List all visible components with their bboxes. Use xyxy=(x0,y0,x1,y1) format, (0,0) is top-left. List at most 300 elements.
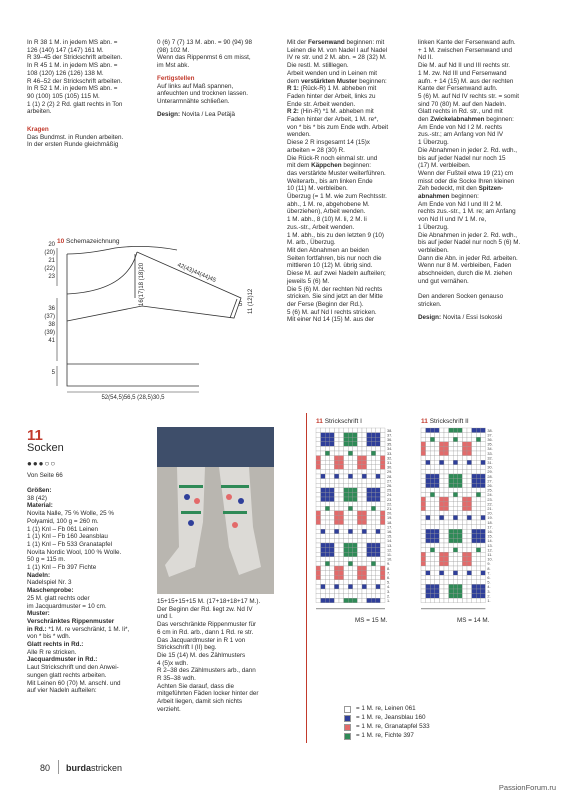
chart-cell xyxy=(321,483,326,488)
chart-cell xyxy=(316,561,321,566)
row-number: 13. xyxy=(487,543,493,548)
chart-cell xyxy=(426,446,431,451)
row-number: 35. xyxy=(387,442,393,447)
chart-cell xyxy=(325,483,330,488)
chart-cell xyxy=(467,589,472,594)
chart-cell xyxy=(435,543,440,548)
chart-cell xyxy=(357,543,362,548)
text-line xyxy=(287,201,412,209)
legend-item xyxy=(356,723,430,730)
chart-cell xyxy=(376,552,381,557)
chart-cell xyxy=(472,598,477,603)
text-span: 1 (1) Knl – Fb 397 Fichte xyxy=(27,564,97,572)
row-number: 1. xyxy=(487,599,491,603)
chart-cell xyxy=(453,598,458,603)
chart-cell xyxy=(435,442,440,447)
chart-cell xyxy=(371,502,376,507)
chart-cell xyxy=(426,557,431,562)
chart-cell xyxy=(334,598,339,603)
chart-cell xyxy=(330,465,335,470)
chart-cell xyxy=(481,492,486,497)
text-line xyxy=(418,239,543,247)
text-span: + 1 M. zwischen Fersenwand und xyxy=(418,46,512,54)
chart-cell xyxy=(325,538,330,543)
chart-cell xyxy=(380,497,385,502)
chart-cell xyxy=(462,561,467,566)
chart-cell xyxy=(444,474,449,479)
chart-cell xyxy=(472,428,477,433)
chart-cell xyxy=(330,442,335,447)
chart-cell xyxy=(344,584,349,589)
chart-cell xyxy=(321,525,326,530)
chart-cell xyxy=(353,446,358,451)
chart-cell xyxy=(472,488,477,493)
chart-cell xyxy=(367,474,372,479)
chart-cell xyxy=(426,525,431,530)
chart-cell xyxy=(334,456,339,461)
chart-cell xyxy=(376,442,381,447)
chart-cell xyxy=(339,571,344,576)
chart-cell xyxy=(348,571,353,576)
chart-cell xyxy=(439,594,444,599)
chart-cell xyxy=(371,497,376,502)
text-line xyxy=(27,533,152,541)
chart-cell xyxy=(421,557,426,562)
chart-cell xyxy=(316,557,321,562)
chart-cell xyxy=(339,511,344,516)
chart-cell xyxy=(344,469,349,474)
chart-cell xyxy=(458,557,463,562)
chart-cell xyxy=(367,488,372,493)
chart-cell xyxy=(458,437,463,442)
chart-cell xyxy=(357,580,362,585)
chart-cell xyxy=(316,433,321,438)
row-number: 15. xyxy=(387,534,393,539)
chart-cell xyxy=(367,566,372,571)
chart-cell xyxy=(330,538,335,543)
chart-cell xyxy=(453,502,458,507)
chart-cell xyxy=(421,451,426,456)
chart-cell xyxy=(348,525,353,530)
chart-cell xyxy=(357,561,362,566)
socks-photo xyxy=(157,427,274,594)
chart-cell xyxy=(458,492,463,497)
chart-cell xyxy=(362,506,367,511)
text-line xyxy=(287,286,412,294)
chart-cell xyxy=(353,465,358,470)
chart-cell xyxy=(348,469,353,474)
chart-cell xyxy=(430,479,435,484)
chart-cell xyxy=(344,548,349,553)
chart-cell xyxy=(380,502,385,507)
chart-cell xyxy=(348,566,353,571)
chart-cell xyxy=(380,543,385,548)
chart-cell xyxy=(472,465,477,470)
chart-cell xyxy=(444,465,449,470)
chart-cell xyxy=(330,511,335,516)
chart-cell xyxy=(316,566,321,571)
chart-cell xyxy=(462,525,467,530)
text-line xyxy=(27,518,152,526)
chart-cell xyxy=(357,502,362,507)
text-line xyxy=(27,649,152,657)
chart-cell xyxy=(353,534,358,539)
chart-cell xyxy=(334,442,339,447)
chart-cell xyxy=(449,571,454,576)
chart-cell xyxy=(458,446,463,451)
chart-cell xyxy=(316,525,321,530)
chart-cell xyxy=(421,571,426,576)
chart-cell xyxy=(467,497,472,502)
chart-cell xyxy=(430,589,435,594)
chart-cell xyxy=(481,589,486,594)
chart-cell xyxy=(426,456,431,461)
chart-cell xyxy=(371,456,376,461)
text-line xyxy=(287,309,412,317)
chart-cell xyxy=(449,594,454,599)
chart-cell xyxy=(435,469,440,474)
chart-cell xyxy=(353,584,358,589)
chart-cell xyxy=(362,520,367,525)
chart-cell xyxy=(430,575,435,580)
chart-cell xyxy=(476,479,481,484)
chart-cell xyxy=(476,575,481,580)
chart-cell xyxy=(371,571,376,576)
chart-cell xyxy=(435,483,440,488)
chart-cell xyxy=(449,488,454,493)
chart-cell xyxy=(348,589,353,594)
chart-cell xyxy=(476,589,481,594)
chart-cell xyxy=(426,469,431,474)
chart-cell xyxy=(321,561,326,566)
text-line: R 39–45 der Strickschrift arbeiten. xyxy=(27,54,123,62)
chart-cell xyxy=(435,492,440,497)
text-line xyxy=(287,293,412,301)
row-number: 20. xyxy=(387,511,393,516)
text-line: im Mst abk. xyxy=(157,62,190,70)
chart-cell xyxy=(453,575,458,580)
chart-cell xyxy=(344,456,349,461)
chart-cell xyxy=(344,580,349,585)
chart-cell xyxy=(371,525,376,530)
row-number: 38. xyxy=(387,428,393,433)
chart-cell xyxy=(353,469,358,474)
chart-cell xyxy=(421,479,426,484)
chart-cell xyxy=(481,479,486,484)
chart-cell xyxy=(421,589,426,594)
chart-cell xyxy=(325,433,330,438)
chart-cell xyxy=(380,451,385,456)
chart-cell xyxy=(348,561,353,566)
chart-cell xyxy=(467,557,472,562)
chart1-label xyxy=(316,418,362,425)
chart-cell xyxy=(458,529,463,534)
chart-cell xyxy=(444,543,449,548)
chart-cell xyxy=(435,561,440,566)
chart-cell xyxy=(376,446,381,451)
measure-label: (37) xyxy=(44,314,55,320)
chart-cell xyxy=(467,580,472,585)
chart-cell xyxy=(330,515,335,520)
chart-cell xyxy=(380,456,385,461)
chart-cell xyxy=(348,497,353,502)
text-span: 1 M. abh., 8 (10) M. li, 2 M. li xyxy=(287,216,367,224)
chart-cell xyxy=(458,428,463,433)
chart-cell xyxy=(380,437,385,442)
text-line xyxy=(287,270,412,278)
chart-cell xyxy=(426,561,431,566)
chart-cell xyxy=(380,479,385,484)
text-line xyxy=(418,54,543,62)
chart-cell xyxy=(449,525,454,530)
text-line xyxy=(418,131,543,139)
chart-cell xyxy=(380,561,385,566)
chart-cell xyxy=(462,488,467,493)
chart-cell xyxy=(348,548,353,553)
chart-cell xyxy=(462,552,467,557)
chart-cell xyxy=(421,428,426,433)
row-number: 11. xyxy=(487,553,493,557)
chart-cell xyxy=(348,538,353,543)
chart-cell xyxy=(316,469,321,474)
chart-cell xyxy=(449,584,454,589)
chart-cell xyxy=(376,502,381,507)
chart-cell xyxy=(444,428,449,433)
measure-label: 41 xyxy=(48,338,55,344)
chart-cell xyxy=(344,561,349,566)
chart-cell xyxy=(430,502,435,507)
chart-cell xyxy=(439,451,444,456)
text-line: In R 38 1 M. in jedem MS abn. = xyxy=(27,39,118,46)
chart-cell xyxy=(458,575,463,580)
chart-cell xyxy=(439,598,444,603)
chart-cell xyxy=(325,534,330,539)
text-span: Glatt rechts in Rd. str., und mit xyxy=(418,108,503,116)
chart-cell xyxy=(458,552,463,557)
chart-cell xyxy=(426,543,431,548)
text-span: von * bis * bis zum Ende wdh. Arbeit xyxy=(287,123,389,131)
chart-cell xyxy=(458,502,463,507)
chart-cell xyxy=(476,538,481,543)
chart-cell xyxy=(330,469,335,474)
text-span: Überzug (= 1 M. wie zum Rechtsstr. xyxy=(287,193,387,201)
bold-span: R 1: xyxy=(287,85,299,93)
chart-cell xyxy=(362,575,367,580)
chart-cell xyxy=(430,598,435,603)
chart-cell xyxy=(380,548,385,553)
chart-cell xyxy=(376,474,381,479)
text-span: beginnen: mit xyxy=(344,39,385,46)
text-line xyxy=(27,610,152,618)
row-number: 28. xyxy=(387,474,393,479)
chart-cell xyxy=(426,497,431,502)
chart-cell xyxy=(467,571,472,576)
bold-span: Zwickelabnahmen xyxy=(430,116,485,124)
chart-num: 11 xyxy=(421,418,428,425)
chart-cell xyxy=(330,497,335,502)
chart-cell xyxy=(435,589,440,594)
chart-cell xyxy=(444,534,449,539)
chart-cell xyxy=(348,543,353,548)
chart-cell xyxy=(467,534,472,539)
text-line xyxy=(418,224,543,232)
chart-cell xyxy=(367,561,372,566)
chart-cell xyxy=(476,442,481,447)
chart-cell xyxy=(353,575,358,580)
chart-cell xyxy=(462,433,467,438)
chart-cell xyxy=(353,598,358,603)
chart-cell xyxy=(371,589,376,594)
chart-cell xyxy=(362,442,367,447)
chart-cell xyxy=(325,469,330,474)
chart-cell xyxy=(435,451,440,456)
text-line xyxy=(418,262,543,270)
chart-cell xyxy=(362,543,367,548)
text-span: Mit den Abnahmen an beiden xyxy=(287,246,369,254)
chart-cell xyxy=(430,428,435,433)
row-number: 7. xyxy=(387,571,391,576)
chart-cell xyxy=(316,594,321,599)
chart-cell xyxy=(325,465,330,470)
chart-cell xyxy=(348,594,353,599)
chart-cell xyxy=(435,552,440,557)
text-line: Strickschrift I (II) beg. xyxy=(157,644,217,652)
chart-cell xyxy=(462,469,467,474)
chart-cell xyxy=(344,465,349,470)
chart-cell xyxy=(449,451,454,456)
chart-cell xyxy=(476,571,481,576)
chart-cell xyxy=(353,543,358,548)
chart-cell xyxy=(439,580,444,585)
text-span: Nadelspiel Nr. 3 xyxy=(27,579,72,587)
chart-cell xyxy=(481,548,486,553)
chart-cell xyxy=(439,456,444,461)
chart-cell xyxy=(435,479,440,484)
chart-cell xyxy=(325,511,330,516)
chart-cell xyxy=(462,442,467,447)
chart-cell xyxy=(421,460,426,465)
chart-cell xyxy=(321,520,326,525)
chart-cell xyxy=(325,580,330,585)
chart-cell xyxy=(435,502,440,507)
chart-cell xyxy=(339,469,344,474)
chart-cell xyxy=(357,465,362,470)
chart-cell xyxy=(344,442,349,447)
watermark: PassionForum.ru xyxy=(498,783,556,792)
chart-cell xyxy=(367,525,372,530)
chart-cell xyxy=(426,598,431,603)
chart-cell xyxy=(458,548,463,553)
text-line xyxy=(27,572,152,580)
text-line xyxy=(418,124,543,132)
chart-cell xyxy=(367,571,372,576)
chart-cell xyxy=(339,474,344,479)
chart-cell xyxy=(334,433,339,438)
text-line: Arbeit liegen, damit sich nichts xyxy=(157,698,243,706)
chart-cell xyxy=(453,492,458,497)
chart-cell xyxy=(330,428,335,433)
text-span: das verstärkte Muster weiterführen. xyxy=(287,169,386,177)
chart-cell xyxy=(444,538,449,543)
text-line: und I. xyxy=(157,613,173,621)
chart-cell xyxy=(344,520,349,525)
chart-cell xyxy=(334,460,339,465)
text-line xyxy=(287,208,412,216)
design-label: Design: xyxy=(418,313,442,321)
text-span: Die Rück-R noch einmal str. und xyxy=(287,154,378,162)
measure-label: (22) xyxy=(44,266,55,272)
text-line: Wenn das Rippenmst 6 cm misst, xyxy=(157,54,251,62)
chart-cell xyxy=(472,506,477,511)
chart-cell xyxy=(462,543,467,548)
chart-cell xyxy=(380,552,385,557)
chart-cell xyxy=(321,488,326,493)
chart-cell xyxy=(421,511,426,516)
chart-cell xyxy=(435,488,440,493)
text-span: mit dem xyxy=(287,162,312,170)
chart-cell xyxy=(325,451,330,456)
chart-cell xyxy=(426,571,431,576)
chart-cell xyxy=(462,529,467,534)
chart-cell xyxy=(380,465,385,470)
chart-cell xyxy=(380,446,385,451)
chart-cell xyxy=(357,538,362,543)
chart-cell xyxy=(449,566,454,571)
chart-cell xyxy=(462,584,467,589)
chart-cell xyxy=(334,584,339,589)
text-span: Den anderen Socken genauso xyxy=(418,293,504,301)
chart-cell xyxy=(353,456,358,461)
chart-cell xyxy=(321,428,326,433)
chart-cell xyxy=(467,488,472,493)
chart-cell xyxy=(371,469,376,474)
chart-cell xyxy=(476,483,481,488)
text-line xyxy=(27,487,152,495)
chart-cell xyxy=(435,497,440,502)
chart-cell xyxy=(435,584,440,589)
chart-cell xyxy=(439,575,444,580)
text-line xyxy=(418,78,543,86)
chart-cell xyxy=(357,557,362,562)
chart-cell xyxy=(444,492,449,497)
chart-cell xyxy=(321,502,326,507)
text-line: R 35–38 wdh. xyxy=(157,675,196,683)
chart-cell xyxy=(371,598,376,603)
text-span: von * bis * wdh. xyxy=(27,633,71,641)
chart-cell xyxy=(439,525,444,530)
chart-cell xyxy=(334,437,339,442)
chart-cell xyxy=(344,451,349,456)
chart-num: 11 xyxy=(316,418,323,425)
chart-cell xyxy=(316,506,321,511)
text-line xyxy=(418,232,543,240)
chart-cell xyxy=(321,538,326,543)
difficulty-rating: ●●●○○ xyxy=(27,459,57,468)
chart-cell xyxy=(334,479,339,484)
chart-cell xyxy=(367,442,372,447)
chart-cell xyxy=(357,442,362,447)
chart-cell xyxy=(339,552,344,557)
chart-cell xyxy=(362,529,367,534)
text-line xyxy=(287,39,412,47)
chart-cell xyxy=(325,571,330,576)
text-line xyxy=(287,54,412,62)
chart-cell xyxy=(467,479,472,484)
chart-cell xyxy=(435,433,440,438)
chart-cell xyxy=(316,451,321,456)
chart-cell xyxy=(380,529,385,534)
chart-cell xyxy=(316,534,321,539)
